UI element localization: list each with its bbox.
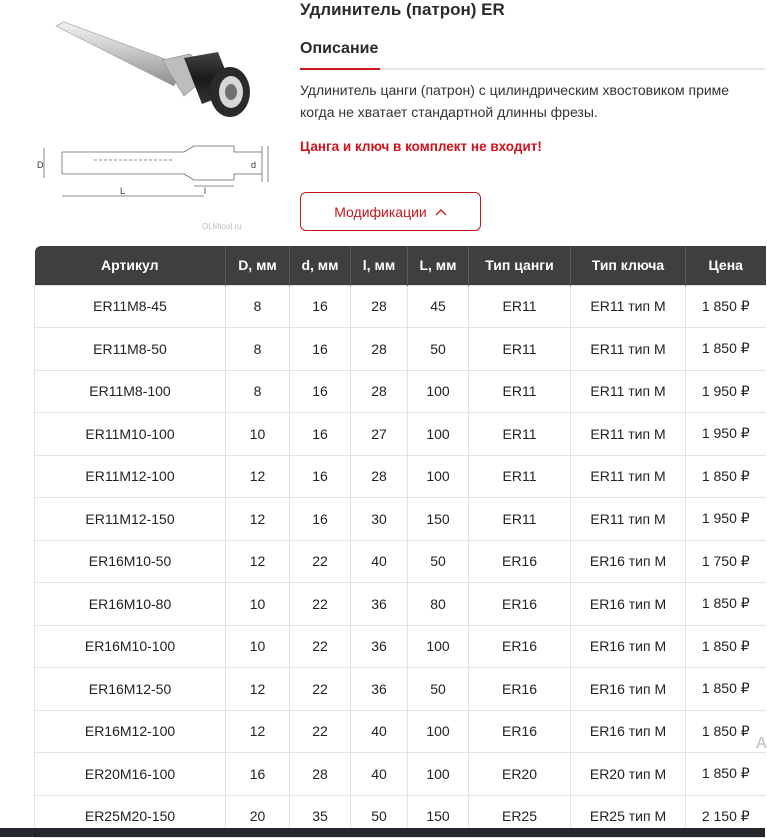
table-cell: ER16 тип M <box>571 583 686 626</box>
table-cell: 12 <box>226 498 290 541</box>
table-row[interactable] <box>35 285 766 328</box>
table-cell: ER16 тип M <box>571 625 686 668</box>
table-cell: 16 <box>290 455 351 498</box>
table-cell: 1 850 ₽ <box>686 328 766 371</box>
table-cell: 22 <box>290 583 351 626</box>
table-cell: 100 <box>408 625 469 668</box>
table-cell: 1 850 ₽ <box>686 753 766 796</box>
table-cell: 150 <box>408 498 469 541</box>
table-cell: ER11 <box>469 285 571 328</box>
table-cell: ER20 тип M <box>571 753 686 796</box>
table-header-row <box>35 246 766 285</box>
table-cell: ER11 <box>469 328 571 371</box>
table-cell: 1 850 ₽ <box>686 668 766 711</box>
tab-underline <box>300 68 765 70</box>
collet-extension-drawing <box>34 0 274 236</box>
table-row[interactable] <box>35 668 766 711</box>
table-row[interactable] <box>35 413 766 456</box>
table-row[interactable] <box>35 540 766 583</box>
table-cell: 36 <box>351 583 408 626</box>
table-cell: 100 <box>408 370 469 413</box>
table-cell: ER25M20-150 <box>35 795 226 838</box>
side-scroll-hint: A <box>756 735 767 752</box>
product-image <box>34 0 274 236</box>
table-cell: 1 850 ₽ <box>686 583 766 626</box>
table-cell: ER16 тип M <box>571 668 686 711</box>
table-cell: ER16 <box>469 540 571 583</box>
table-cell: 16 <box>290 413 351 456</box>
table-row[interactable] <box>35 625 766 668</box>
table-cell: 10 <box>226 583 290 626</box>
table-cell: 1 950 ₽ <box>686 370 766 413</box>
table-cell: ER16 <box>469 668 571 711</box>
table-cell: ER11 <box>469 413 571 456</box>
table-cell: 22 <box>290 625 351 668</box>
table-cell: 28 <box>351 328 408 371</box>
table-cell: ER25 <box>469 795 571 838</box>
table-row[interactable] <box>35 710 766 753</box>
table-cell: 12 <box>226 668 290 711</box>
bottom-bar <box>0 828 765 837</box>
table-cell: 100 <box>408 753 469 796</box>
table-cell: 1 750 ₽ <box>686 540 766 583</box>
table-cell: 10 <box>226 413 290 456</box>
column-header: d, мм <box>290 246 351 285</box>
table-cell: 8 <box>226 328 290 371</box>
column-header: Тип цанги <box>469 246 571 285</box>
table-cell: ER11M12-100 <box>35 455 226 498</box>
table-cell: ER11 тип M <box>571 328 686 371</box>
dim-D-label: D <box>37 160 44 170</box>
table-cell: 40 <box>351 540 408 583</box>
table-cell: ER16M12-100 <box>35 710 226 753</box>
table-cell: ER16 <box>469 625 571 668</box>
table-cell: ER16 <box>469 710 571 753</box>
table-cell: 1 950 ₽ <box>686 413 766 456</box>
table-cell: ER11 тип M <box>571 413 686 456</box>
technical-drawing <box>44 146 268 196</box>
column-header: D, мм <box>226 246 290 285</box>
dim-L-label: L <box>120 186 126 196</box>
table-row[interactable] <box>35 498 766 541</box>
table-cell: ER11M8-100 <box>35 370 226 413</box>
table-cell: 16 <box>290 498 351 541</box>
table-cell: 40 <box>351 753 408 796</box>
table-row[interactable] <box>35 583 766 626</box>
table-cell: 1 850 ₽ <box>686 455 766 498</box>
table-cell: 16 <box>290 328 351 371</box>
table-cell: 28 <box>351 455 408 498</box>
chevron-up-icon <box>435 208 447 216</box>
modifications-button-label: Модификации <box>334 203 427 220</box>
table-cell: 10 <box>226 625 290 668</box>
table-cell: 30 <box>351 498 408 541</box>
table-cell: 22 <box>290 540 351 583</box>
table-cell: ER16M10-100 <box>35 625 226 668</box>
table-cell: 50 <box>408 668 469 711</box>
column-header: Артикул <box>35 246 226 285</box>
table-cell: ER16M10-80 <box>35 583 226 626</box>
table-cell: ER11 тип M <box>571 285 686 328</box>
table-cell: ER11M8-45 <box>35 285 226 328</box>
table-row[interactable] <box>35 328 766 371</box>
table-row[interactable] <box>35 370 766 413</box>
table-cell: 50 <box>408 540 469 583</box>
table-cell: ER16M12-50 <box>35 668 226 711</box>
table-row[interactable] <box>35 753 766 796</box>
table-cell: 27 <box>351 413 408 456</box>
table-row[interactable] <box>35 455 766 498</box>
table-cell: 12 <box>226 540 290 583</box>
product-title: Удлинитель (патрон) ER <box>300 0 505 19</box>
table-cell: 2 150 ₽ <box>686 795 766 838</box>
table-cell: 8 <box>226 285 290 328</box>
dim-d-label: d <box>251 160 257 170</box>
table-cell: ER11 тип M <box>571 455 686 498</box>
table-cell: 16 <box>290 370 351 413</box>
table-cell: 45 <box>408 285 469 328</box>
table-cell: 100 <box>408 710 469 753</box>
table-cell: 40 <box>351 710 408 753</box>
table-cell: 80 <box>408 583 469 626</box>
table-cell: ER20M16-100 <box>35 753 226 796</box>
watermark: OLMtool.ru <box>202 222 242 231</box>
table-cell: 8 <box>226 370 290 413</box>
column-header: Цена <box>686 246 766 285</box>
table-cell: ER11 тип M <box>571 370 686 413</box>
modifications-button[interactable] <box>300 192 481 231</box>
tab-description[interactable]: Описание <box>300 40 379 57</box>
column-header: l, мм <box>351 246 408 285</box>
tab-active-indicator <box>300 68 380 70</box>
dim-l-label: l <box>204 186 206 196</box>
description-text-line-2: когда не хватает стандартной длинны фрезы. <box>300 104 598 120</box>
table-cell: 36 <box>351 668 408 711</box>
table-cell: 1 850 ₽ <box>686 710 766 753</box>
table-cell: 12 <box>226 455 290 498</box>
table-cell: 150 <box>408 795 469 838</box>
table-cell: 28 <box>351 285 408 328</box>
table-cell: ER16 тип M <box>571 710 686 753</box>
table-cell: ER11M8-50 <box>35 328 226 371</box>
table-cell: ER20 <box>469 753 571 796</box>
table-cell: 22 <box>290 710 351 753</box>
table-cell: 100 <box>408 455 469 498</box>
warning-text: Цанга и ключ в комплект не входит! <box>300 139 542 154</box>
table-cell: ER11 <box>469 455 571 498</box>
table-cell: 20 <box>226 795 290 838</box>
table-cell: 16 <box>226 753 290 796</box>
table-cell: 12 <box>226 710 290 753</box>
table-cell: 1 850 ₽ <box>686 285 766 328</box>
table-cell: ER16 <box>469 583 571 626</box>
table-cell: 28 <box>351 370 408 413</box>
modifications-table <box>34 246 765 837</box>
table-cell: 1 950 ₽ <box>686 498 766 541</box>
table-cell: 22 <box>290 668 351 711</box>
table-cell: 50 <box>351 795 408 838</box>
table-cell: ER11 <box>469 498 571 541</box>
table-cell: 100 <box>408 413 469 456</box>
table-cell: ER16 тип M <box>571 540 686 583</box>
column-header: L, мм <box>408 246 469 285</box>
description-text-line-1: Удлинитель цанги (патрон) с цилиндрическим хвостовиком приме <box>300 82 730 98</box>
table-cell: 16 <box>290 285 351 328</box>
table-cell: ER11M12-150 <box>35 498 226 541</box>
table-cell: 28 <box>290 753 351 796</box>
table-cell: ER16M10-50 <box>35 540 226 583</box>
table-cell: ER11 тип M <box>571 498 686 541</box>
column-header: Тип ключа <box>571 246 686 285</box>
table-cell: 36 <box>351 625 408 668</box>
table-cell: ER11 <box>469 370 571 413</box>
table-cell: ER11M10-100 <box>35 413 226 456</box>
table-cell: ER25 тип M <box>571 795 686 838</box>
table-cell: 35 <box>290 795 351 838</box>
table-cell: 1 850 ₽ <box>686 625 766 668</box>
shank-photo <box>56 22 250 117</box>
table-cell: 50 <box>408 328 469 371</box>
